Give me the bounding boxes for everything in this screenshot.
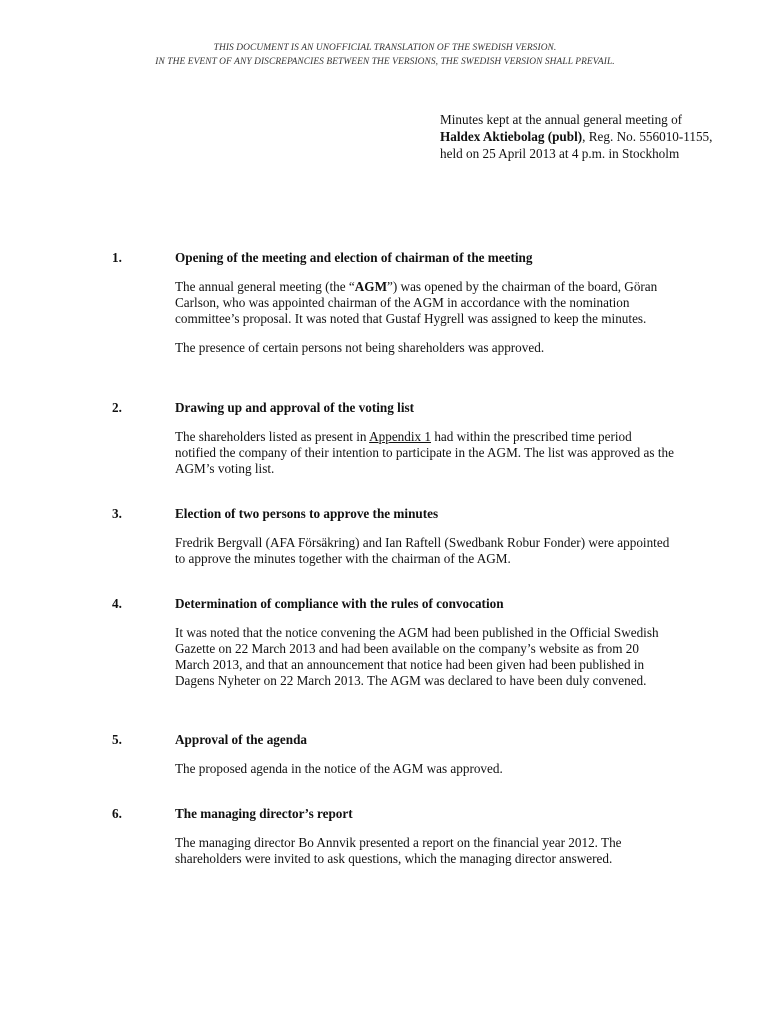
translation-disclaimer	[0, 41, 770, 69]
section-paragraph: The annual general meeting (the “AGM”) was opened by the chairman of the board, Göran Carlson, who was appointed chairman of the AGM in accordance with the nomination committee’s proposal. It was noted that Gustaf Hygrell was assigned to keep the minutes.	[175, 279, 658, 326]
section-title: The managing director’s report	[175, 806, 353, 821]
minutes-header	[440, 111, 715, 162]
section-paragraph: Fredrik Bergvall (AFA Försäkring) and Ian Raftell (Swedbank Robur Fonder) were appointed to approve the minutes together with the chairman of the AGM.	[175, 535, 670, 566]
section-title: Drawing up and approval of the voting list	[175, 400, 415, 415]
company-name: Haldex Aktiebolag (publ)	[440, 129, 583, 144]
section-paragraph: The proposed agenda in the notice of the AGM was approved.	[175, 761, 503, 776]
section-title: Opening of the meeting and election of chairman of the meeting	[175, 250, 533, 265]
section-title: Election of two persons to approve the minutes	[175, 506, 439, 521]
section-number: 1.	[112, 250, 122, 265]
section-title: Determination of compliance with the rules of convocation	[175, 596, 504, 611]
disclaimer-line-2: IN THE EVENT OF ANY DISCREPANCIES BETWEEN THE VERSIONS, THE SWEDISH VERSION SHALL PREVAIL.	[155, 57, 615, 67]
section-number: 5.	[112, 732, 122, 747]
section-paragraph: The shareholders listed as present in Appendix 1 had within the prescribed time period notified the company of their intention to participate in the AGM. The list was approved as the AGM’s voting list.	[175, 429, 674, 476]
header-details: , Reg. No. 556010-1155, held on 25 April 2013 at 4 p.m. in Stockholm	[440, 129, 713, 161]
disclaimer-line-1: THIS DOCUMENT IS AN UNOFFICIAL TRANSLATION OF THE SWEDISH VERSION.	[213, 43, 557, 53]
header-intro: Minutes kept at the annual general meeting of	[440, 112, 683, 127]
section-number: 4.	[112, 596, 122, 611]
section-paragraph: The managing director Bo Annvik presented a report on the financial year 2012. The shareholders were invited to ask questions, which the managing director answered.	[175, 835, 622, 866]
section-title: Approval of the agenda	[175, 732, 308, 747]
section-number: 6.	[112, 806, 122, 821]
section-paragraph: The presence of certain persons not being shareholders was approved.	[175, 340, 545, 355]
section-number: 2.	[112, 400, 122, 415]
section-number: 3.	[112, 506, 122, 521]
section-paragraph: It was noted that the notice convening the AGM had been published in the Official Swedish Gazette on 22 March 2013 and had been available on the company’s website as from 20 March 2013, and that an announcement that notice had been given had been published in Dagens Nyheter on 22 March 2013. The AGM was declared to have been duly convened.	[175, 625, 659, 688]
appendix-1-link[interactable]: Appendix 1	[369, 429, 432, 444]
